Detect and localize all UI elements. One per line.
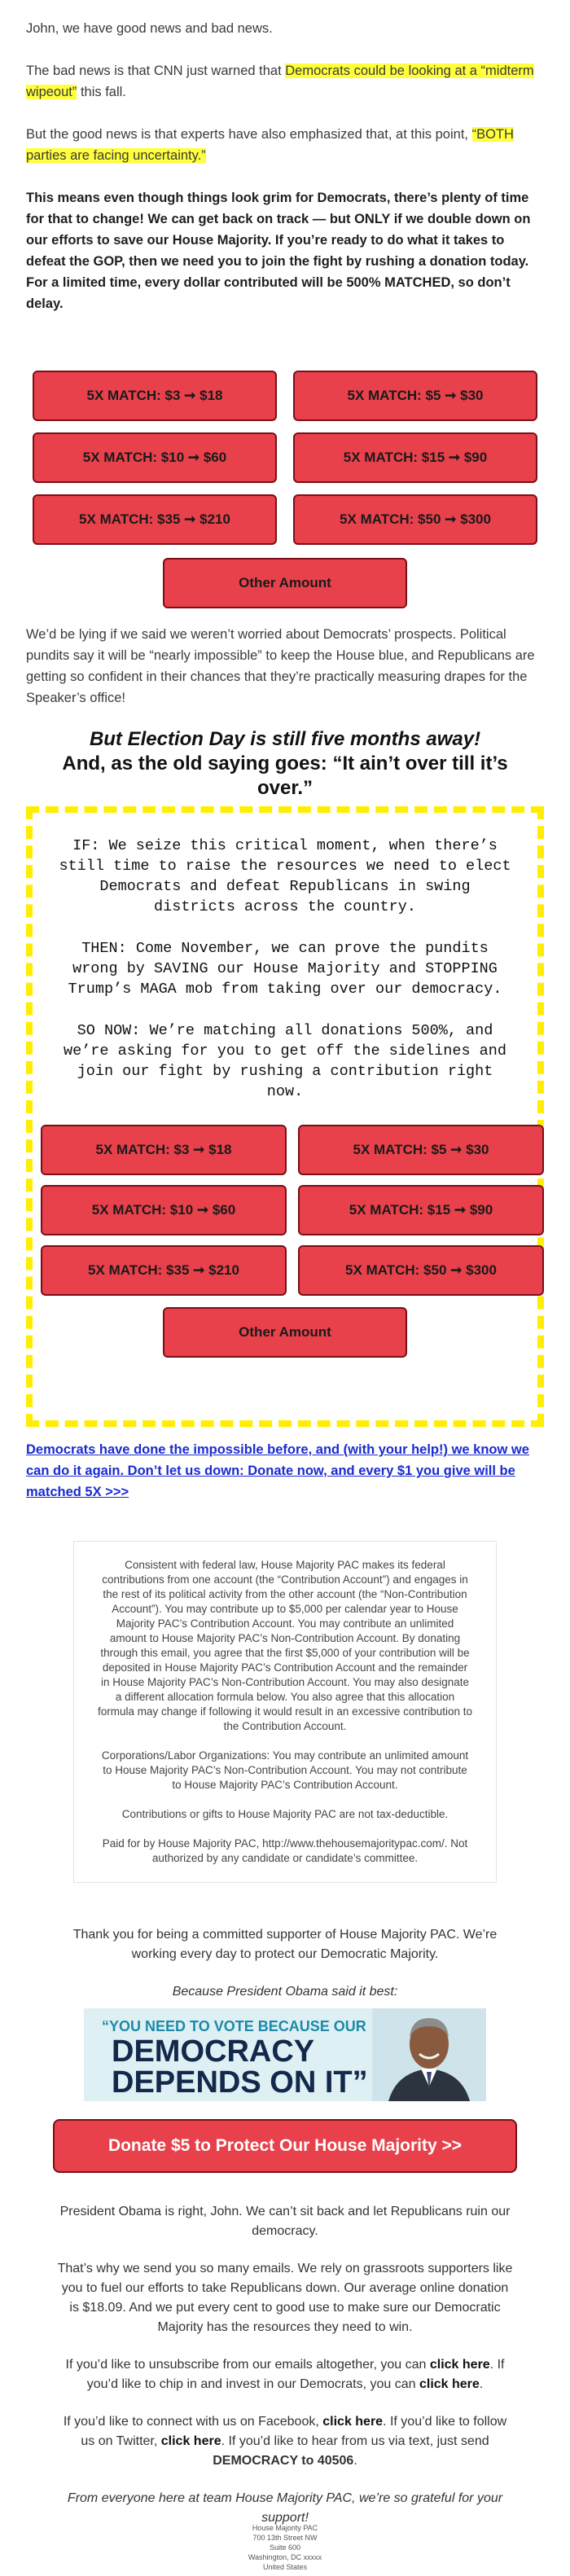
box-other-amount-button[interactable]: Other Amount	[163, 1307, 407, 1358]
obama-portrait-icon	[372, 2008, 486, 2101]
unsub-mid: . If you’d like to chip in and invest in our Democrats, you can	[86, 2358, 505, 2391]
donate-now-link[interactable]: Democrats have done the impossible before, and (with your help!) we know we can do it again. Don’t let us down: Donate now, and every $1 you give will be matched 5X >>>	[26, 1442, 529, 1499]
box-match-button-50[interactable]: 5X MATCH: $50 ➞ $300	[298, 1245, 544, 1296]
match-button-50[interactable]: 5X MATCH: $50 ➞ $300	[293, 494, 537, 545]
obama-quote-banner-wrap	[0, 2008, 570, 2101]
big-donate-section	[0, 2119, 570, 2173]
disclaimer-corporations: Corporations/Labor Organizations: You may contribute an unlimited amount to House Majority PAC’s Non-Contribution Account. You may not contribute to House Majority PAC’s Contribution Account.	[101, 1749, 469, 1791]
box-then-text: THEN: Come November, we can prove the pundits wrong by SAVING our House Majority and STOPPING Trump’s MAGA mob from taking over our democracy.	[68, 940, 502, 998]
unsubscribe-link[interactable]: click here	[429, 2358, 490, 2372]
address-line-3: Suite 600	[269, 2543, 301, 2552]
address-line-1: House Majority PAC	[252, 2524, 318, 2532]
address-line-2: 700 13th Street NW	[252, 2534, 318, 2542]
obama-quote-line2: DEMOCRACY	[112, 2034, 315, 2069]
signoff-text: From everyone here at team House Majority PAC, we’re so grateful for your support!	[67, 2491, 503, 2525]
obama-quote-line3: DEPENDS ON IT”	[112, 2065, 368, 2100]
disclaimer-box	[73, 1541, 497, 1883]
bold-call-to-action: This means even though things look grim for Democrats, there’s plenty of time for that to change! We can get back on track — but ONLY if we double down on our efforts to save our House Majority. If you’re ready to do what it takes to defeat the GOP, then we need you to join the fight by rushing a donation today. For a limited time, every dollar contributed will be 500% MATCHED, so don’t delay.	[26, 191, 531, 311]
why-emails-text: That’s why we send you so many emails. We rely on grassroots supporters like you to fuel our efforts to take Republicans down. Our average online donation is $18.09. And we put every cent to good use to make sure our Democratic Majority has the resources they need to win.	[57, 2262, 513, 2334]
match-buttons-box	[41, 1125, 529, 1296]
address-line-5: United States	[262, 2563, 308, 2571]
para-good-pre: But the good news is that experts have also emphasized that, at this point,	[26, 127, 472, 142]
disclaimer-accounts: Consistent with federal law, House Majority PAC makes its federal contributions from one account (the “Contribution Account”) and engages in the rest of its political activity from the other account (the “Non-Contribution Account”). You may contribute up to $5,000 per calendar year to House Majority PAC’s Contribution Account. You may contribute an unlimited amount to House Majority PAC’s Non-Contribution Account. By donating through this email, you agree that the first $5,000 of your contribution will be deposited in House Majority PAC’s Contribution Account and the remainder in House Majority PAC’s Non-Contribution Account. You may also designate a different allocation formula below. You also agree that this allocation formula may change if following it would result in an excessive contribution to the Contribution Account.	[98, 1559, 472, 1732]
disclaimer-paid-for: Paid for by House Majority PAC, http://www.thehousemajoritypac.com/. Not authorized by any candidate or candidate’s committee.	[102, 1837, 468, 1864]
obama-intro: Because President Obama said it best:	[172, 1985, 398, 1999]
cnn-highlight: Democrats could be looking at a “midterm wipeout”	[26, 64, 534, 99]
para-bad-pre: The bad news is that CNN just warned that	[26, 64, 286, 78]
footer-section	[0, 2202, 570, 2528]
thanks-text: Thank you for being a committed supporter of House Majority PAC. We’re working every day to protect our Democratic Majority.	[72, 1928, 498, 1961]
match-button-15[interactable]: 5X MATCH: $15 ➞ $90	[293, 432, 537, 483]
matching-box	[26, 806, 544, 1427]
obama-quote-banner[interactable]	[84, 2008, 486, 2101]
both-parties-highlight: “BOTH parties are facing uncertainty.”	[26, 127, 514, 163]
social-mid1: . If you’d like to follow us on Twitter,	[81, 2415, 507, 2448]
headline	[49, 727, 521, 801]
box-match-button-10[interactable]: 5X MATCH: $10 ➞ $60	[41, 1185, 287, 1235]
social-post: .	[353, 2454, 357, 2468]
social-text	[0, 2412, 570, 2471]
para-bad-news	[26, 60, 544, 103]
box-match-button-15[interactable]: 5X MATCH: $15 ➞ $90	[298, 1185, 544, 1235]
chip-in-link[interactable]: click here	[419, 2377, 480, 2391]
twitter-link[interactable]: click here	[160, 2434, 221, 2448]
worried-section	[0, 624, 570, 709]
headline-saying: And, as the old saying goes: “It ain’t over till it’s over.”	[62, 753, 508, 799]
obama-quote-line1: “YOU NEED TO VOTE BECAUSE OUR	[102, 2018, 366, 2034]
unsubscribe-text	[0, 2355, 570, 2394]
box-if-text: IF: We seize this critical moment, when there’s still time to raise the resources we need to elect Democrats and defeat Republicans in swing districts across the country.	[59, 837, 511, 915]
match-button-3[interactable]: 5X MATCH: $3 ➞ $18	[33, 371, 277, 421]
unsub-pre: If you’d like to unsubscribe from our emails altogether, you can	[65, 2358, 430, 2372]
box-match-button-5[interactable]: 5X MATCH: $5 ➞ $30	[298, 1125, 544, 1175]
para-worried: We’d be lying if we said we weren’t worried about Democrats’ prospects. Political pundits say it will be “nearly impossible” to keep the House blue, and Republicans are getting so confident in their chances that they’re practically measuring drapes for the Speaker’s office!	[26, 627, 535, 705]
other-amount-button[interactable]: Other Amount	[163, 558, 407, 608]
box-match-button-3[interactable]: 5X MATCH: $3 ➞ $18	[41, 1125, 287, 1175]
unsub-post: .	[479, 2377, 484, 2391]
match-buttons-top	[0, 371, 570, 608]
disclaimer-tax: Contributions or gifts to House Majority PAC are not tax-deductible.	[121, 1808, 449, 1820]
thanks-section	[0, 1925, 570, 2002]
box-match-button-35[interactable]: 5X MATCH: $35 ➞ $210	[41, 1245, 287, 1296]
text-code: DEMOCRACY to 40506	[213, 2454, 354, 2468]
para-bad-post: this fall.	[77, 85, 126, 99]
social-mid2: . If you’d like to hear from us via text, just send	[221, 2434, 489, 2448]
intro-section	[0, 18, 570, 314]
social-pre: If you’d like to connect with us on Facebook,	[63, 2415, 323, 2429]
address-line-4: Washington, DC xxxxx	[248, 2553, 322, 2561]
para-good-news	[26, 124, 544, 166]
box-sonow-text: SO NOW: We’re matching all donations 500%, and we’re asking for you to get off the sidelines and join our fight by rushing a contribution right now.	[64, 1022, 506, 1100]
match-button-5[interactable]: 5X MATCH: $5 ➞ $30	[293, 371, 537, 421]
match-button-10[interactable]: 5X MATCH: $10 ➞ $60	[33, 432, 277, 483]
address-block	[0, 2523, 570, 2572]
headline-italic: But Election Day is still five months away!	[89, 728, 481, 750]
callout-section	[0, 1439, 570, 1503]
greeting: John, we have good news and bad news.	[26, 21, 273, 36]
donate-5-button[interactable]: Donate $5 to Protect Our House Majority >>	[53, 2119, 517, 2173]
obama-right-text: President Obama is right, John. We can’t sit back and let Republicans ruin our democracy.	[59, 2205, 511, 2238]
facebook-link[interactable]: click here	[322, 2415, 384, 2429]
match-button-35[interactable]: 5X MATCH: $35 ➞ $210	[33, 494, 277, 545]
disclaimer-section	[0, 1541, 570, 1883]
